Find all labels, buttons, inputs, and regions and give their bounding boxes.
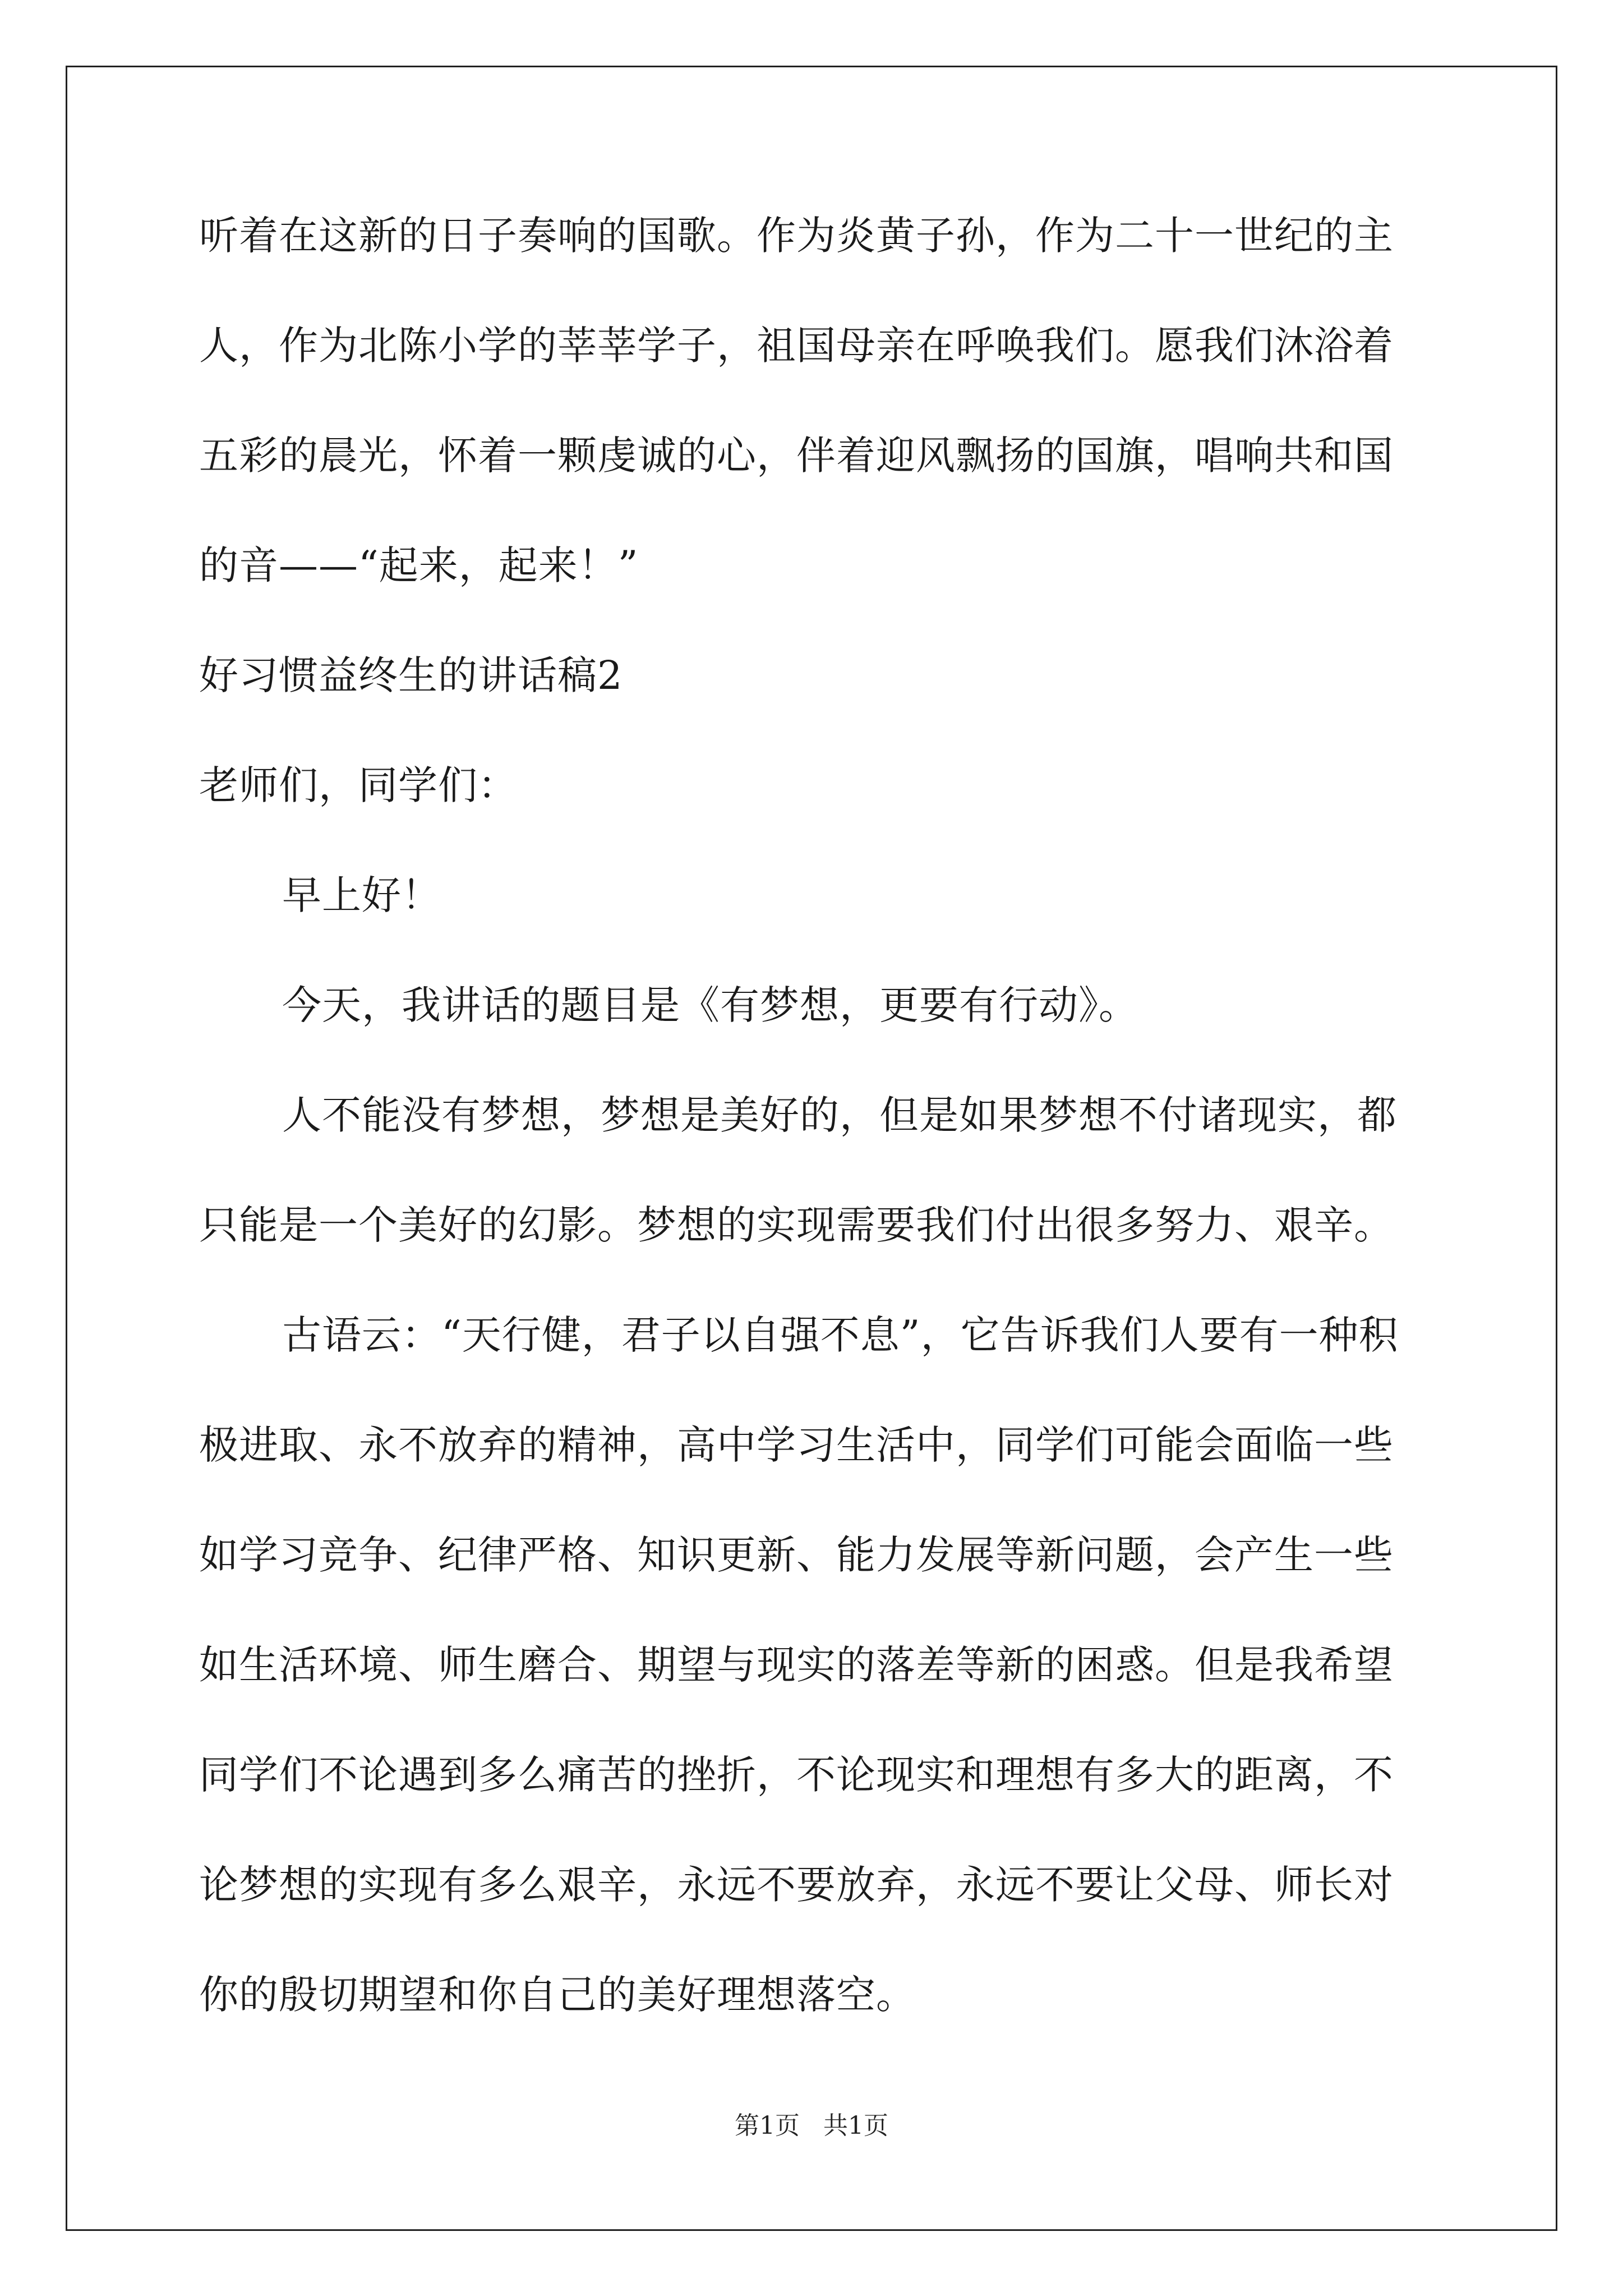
page-footer: 第1页 共1页 — [735, 2111, 888, 2140]
text-line-15: 同学们不论遇到多么痛苦的挫折，不论现实和理想有多大的距离，不 — [199, 1752, 1394, 1798]
text-line-3: 五彩的晨光，怀着一颗虔诚的心，伴着迎风飘扬的国旗，唱响共和国 — [199, 432, 1394, 478]
text-line-16: 论梦想的实现有多么艰辛，永远不要放弃，永远不要让父母、师长对 — [199, 1862, 1394, 1908]
greeting: 早上好！ — [282, 872, 441, 918]
text-line-2: 人，作为北陈小学的莘莘学子，祖国母亲在呼唤我们。愿我们沐浴着 — [199, 323, 1394, 369]
text-line-14: 如生活环境、师生磨合、期望与现实的落差等新的困惑。但是我希望 — [199, 1642, 1394, 1688]
salutation: 老师们，同学们： — [199, 762, 518, 808]
text-line-13: 如学习竞争、纪律严格、知识更新、能力发展等新问题，会产生一些 — [199, 1532, 1394, 1578]
text-line-8: 今天，我讲话的题目是《有梦想，更要有行动》。 — [282, 982, 1138, 1028]
document-body — [199, 208, 1433, 2077]
section-heading: 好习惯益终生的讲话稿2 — [199, 652, 623, 698]
text-line-4: 的音——“起来，起来！” — [199, 542, 639, 588]
text-line-1: 听着在这新的日子奏响的国歌。作为炎黄子孙，作为二十一世纪的主 — [199, 213, 1394, 259]
text-line-11: 古语云：“天行健，君子以自强不息”，它告诉我们人要有一种积 — [282, 1312, 1399, 1358]
text-line-10: 只能是一个美好的幻影。梦想的实现需要我们付出很多努力、艰辛。 — [199, 1202, 1394, 1248]
text-line-12: 极进取、永不放弃的精神，高中学习生活中，同学们可能会面临一些 — [199, 1422, 1394, 1468]
text-line-17: 你的殷切期望和你自己的美好理想落空。 — [199, 1972, 916, 2018]
text-line-9: 人不能没有梦想，梦想是美好的，但是如果梦想不付诸现实，都 — [282, 1092, 1397, 1138]
